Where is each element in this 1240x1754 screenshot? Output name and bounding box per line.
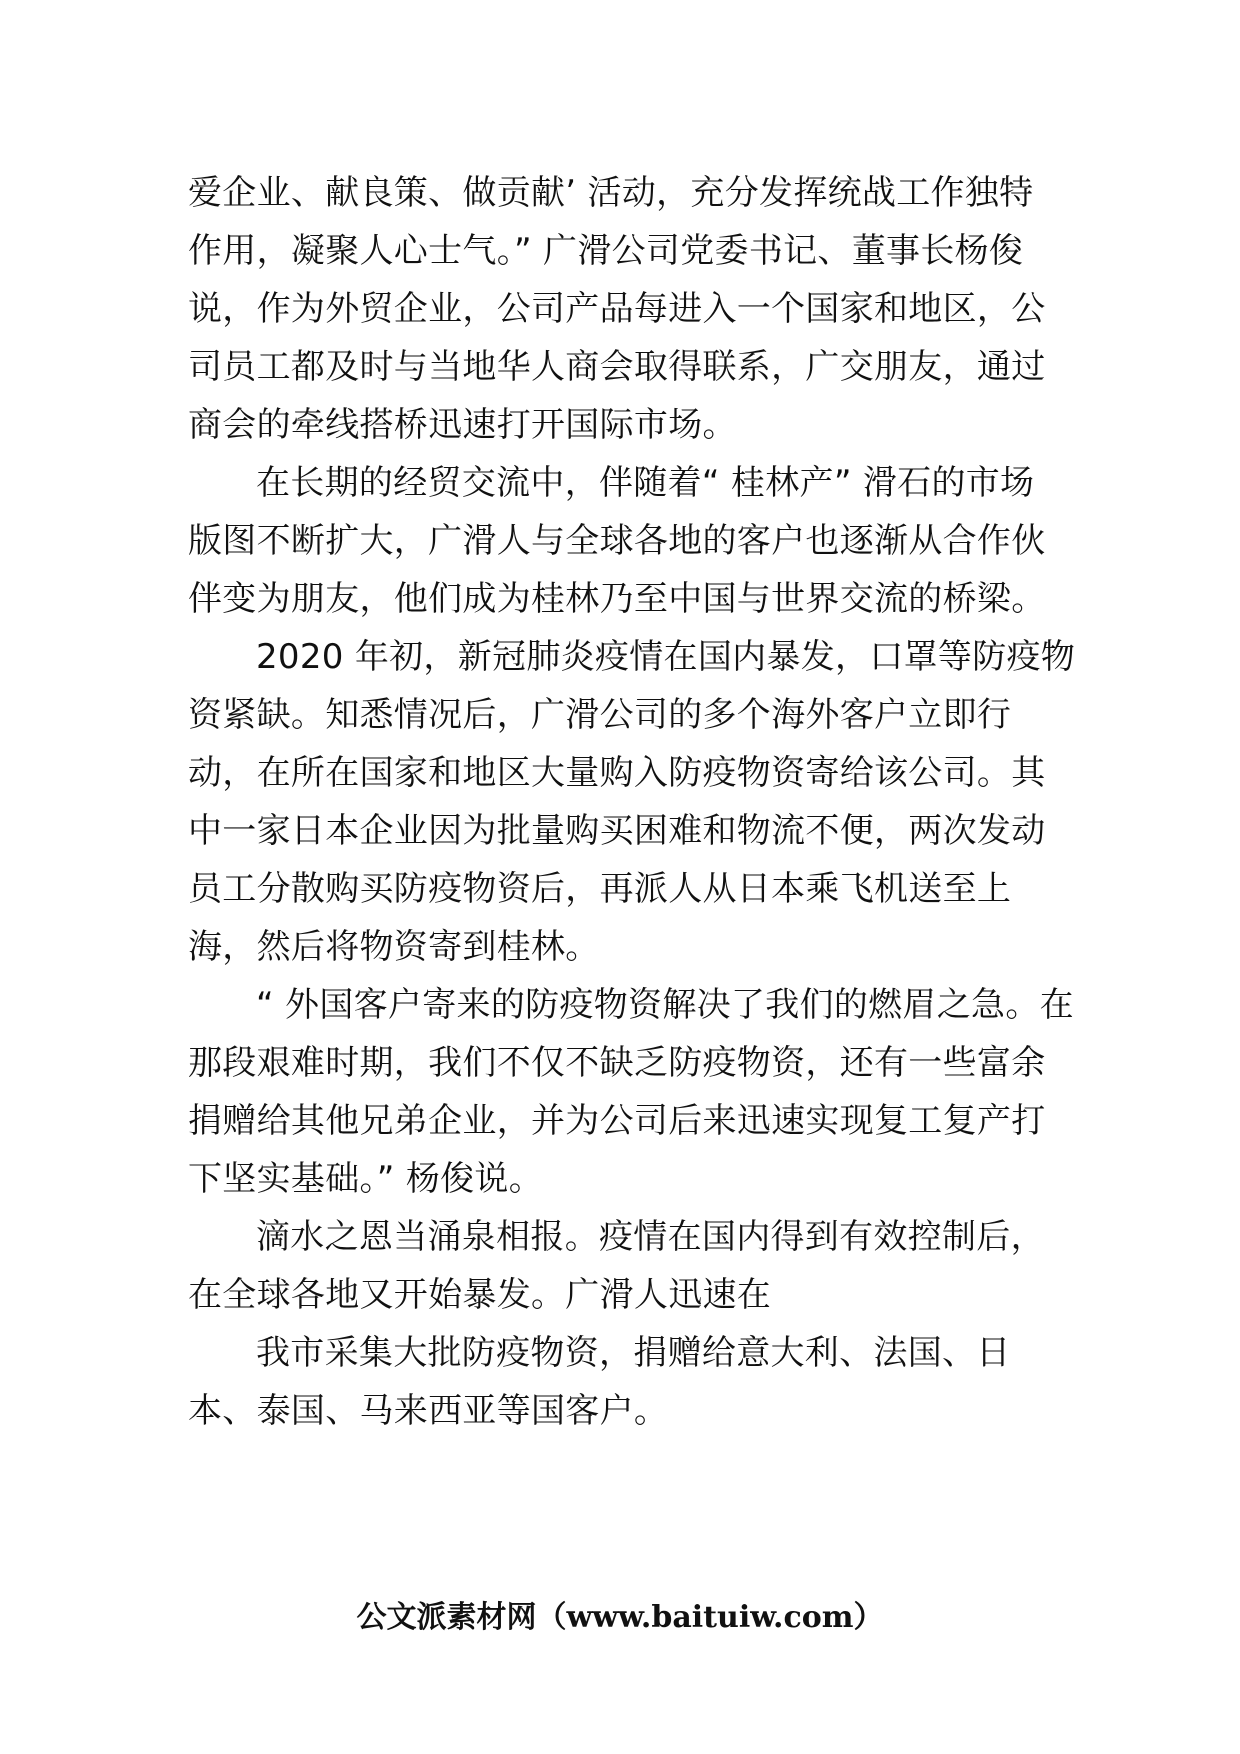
paragraph-start-line: “ 外国客户寄来的防疫物资解决了我们的燃眉之急。在 [256, 985, 1074, 1025]
text-line: 在全球各地又开始暴发。广滑人迅速在 [188, 1275, 772, 1315]
text-line: 捐赠给其他兄弟企业，并为公司后来迅速实现复工复产打 [188, 1101, 1046, 1141]
paragraph-start-line: 在长期的经贸交流中，伴随着“ 桂林产” 滑石的市场 [256, 463, 1035, 503]
text-line: 那段艰难时期，我们不仅不缺乏防疫物资，还有一些富余 [188, 1043, 1046, 1083]
text-line: 下坚实基础。” 杨俊说。 [188, 1159, 544, 1199]
text-line: 资紧缺。知悉情况后，广滑公司的多个海外客户立即行 [188, 695, 1012, 735]
text-line: 司员工都及时与当地华人商会取得联系，广交朋友，通过 [188, 347, 1046, 387]
text-line: 中一家日本企业因为批量购买困难和物流不便，两次发动 [188, 811, 1046, 851]
text-line: 员工分散购买防疫物资后，再派人从日本乘飞机送至上 [188, 869, 1012, 909]
text-line: 版图不断扩大，广滑人与全球各地的客户也逐渐从合作伙 [188, 521, 1046, 561]
text-line: 商会的牵线搭桥迅速打开国际市场。 [188, 405, 737, 445]
watermark-footer: 公文派素材网（www.baituiw.com） [356, 1600, 884, 1635]
paragraph-start-line: 2020 年初，新冠肺炎疫情在国内暴发，口罩等防疫物 [256, 637, 1076, 677]
text-line: 爱企业、献良策、做贡献’ 活动，充分发挥统战工作独特 [188, 173, 1034, 213]
text-line: 动，在所在国家和地区大量购入防疫物资寄给该公司。其 [188, 753, 1046, 793]
text-line: 说，作为外贸企业，公司产品每进入一个国家和地区，公 [188, 289, 1046, 329]
text-line: 伴变为朋友，他们成为桂林乃至中国与世界交流的桥梁。 [188, 579, 1046, 619]
text-line: 海，然后将物资寄到桂林。 [188, 927, 600, 967]
paragraph-start-line: 滴水之恩当涌泉相报。疫情在国内得到有效控制后， [256, 1217, 1045, 1257]
text-line: 本、泰国、马来西亚等国客户。 [188, 1391, 669, 1431]
paragraph-start-line: 我市采集大批防疫物资，捐赠给意大利、法国、日 [256, 1333, 1011, 1373]
text-line: 作用，凝聚人心士气。” 广滑公司党委书记、董事长杨俊 [188, 231, 1024, 271]
